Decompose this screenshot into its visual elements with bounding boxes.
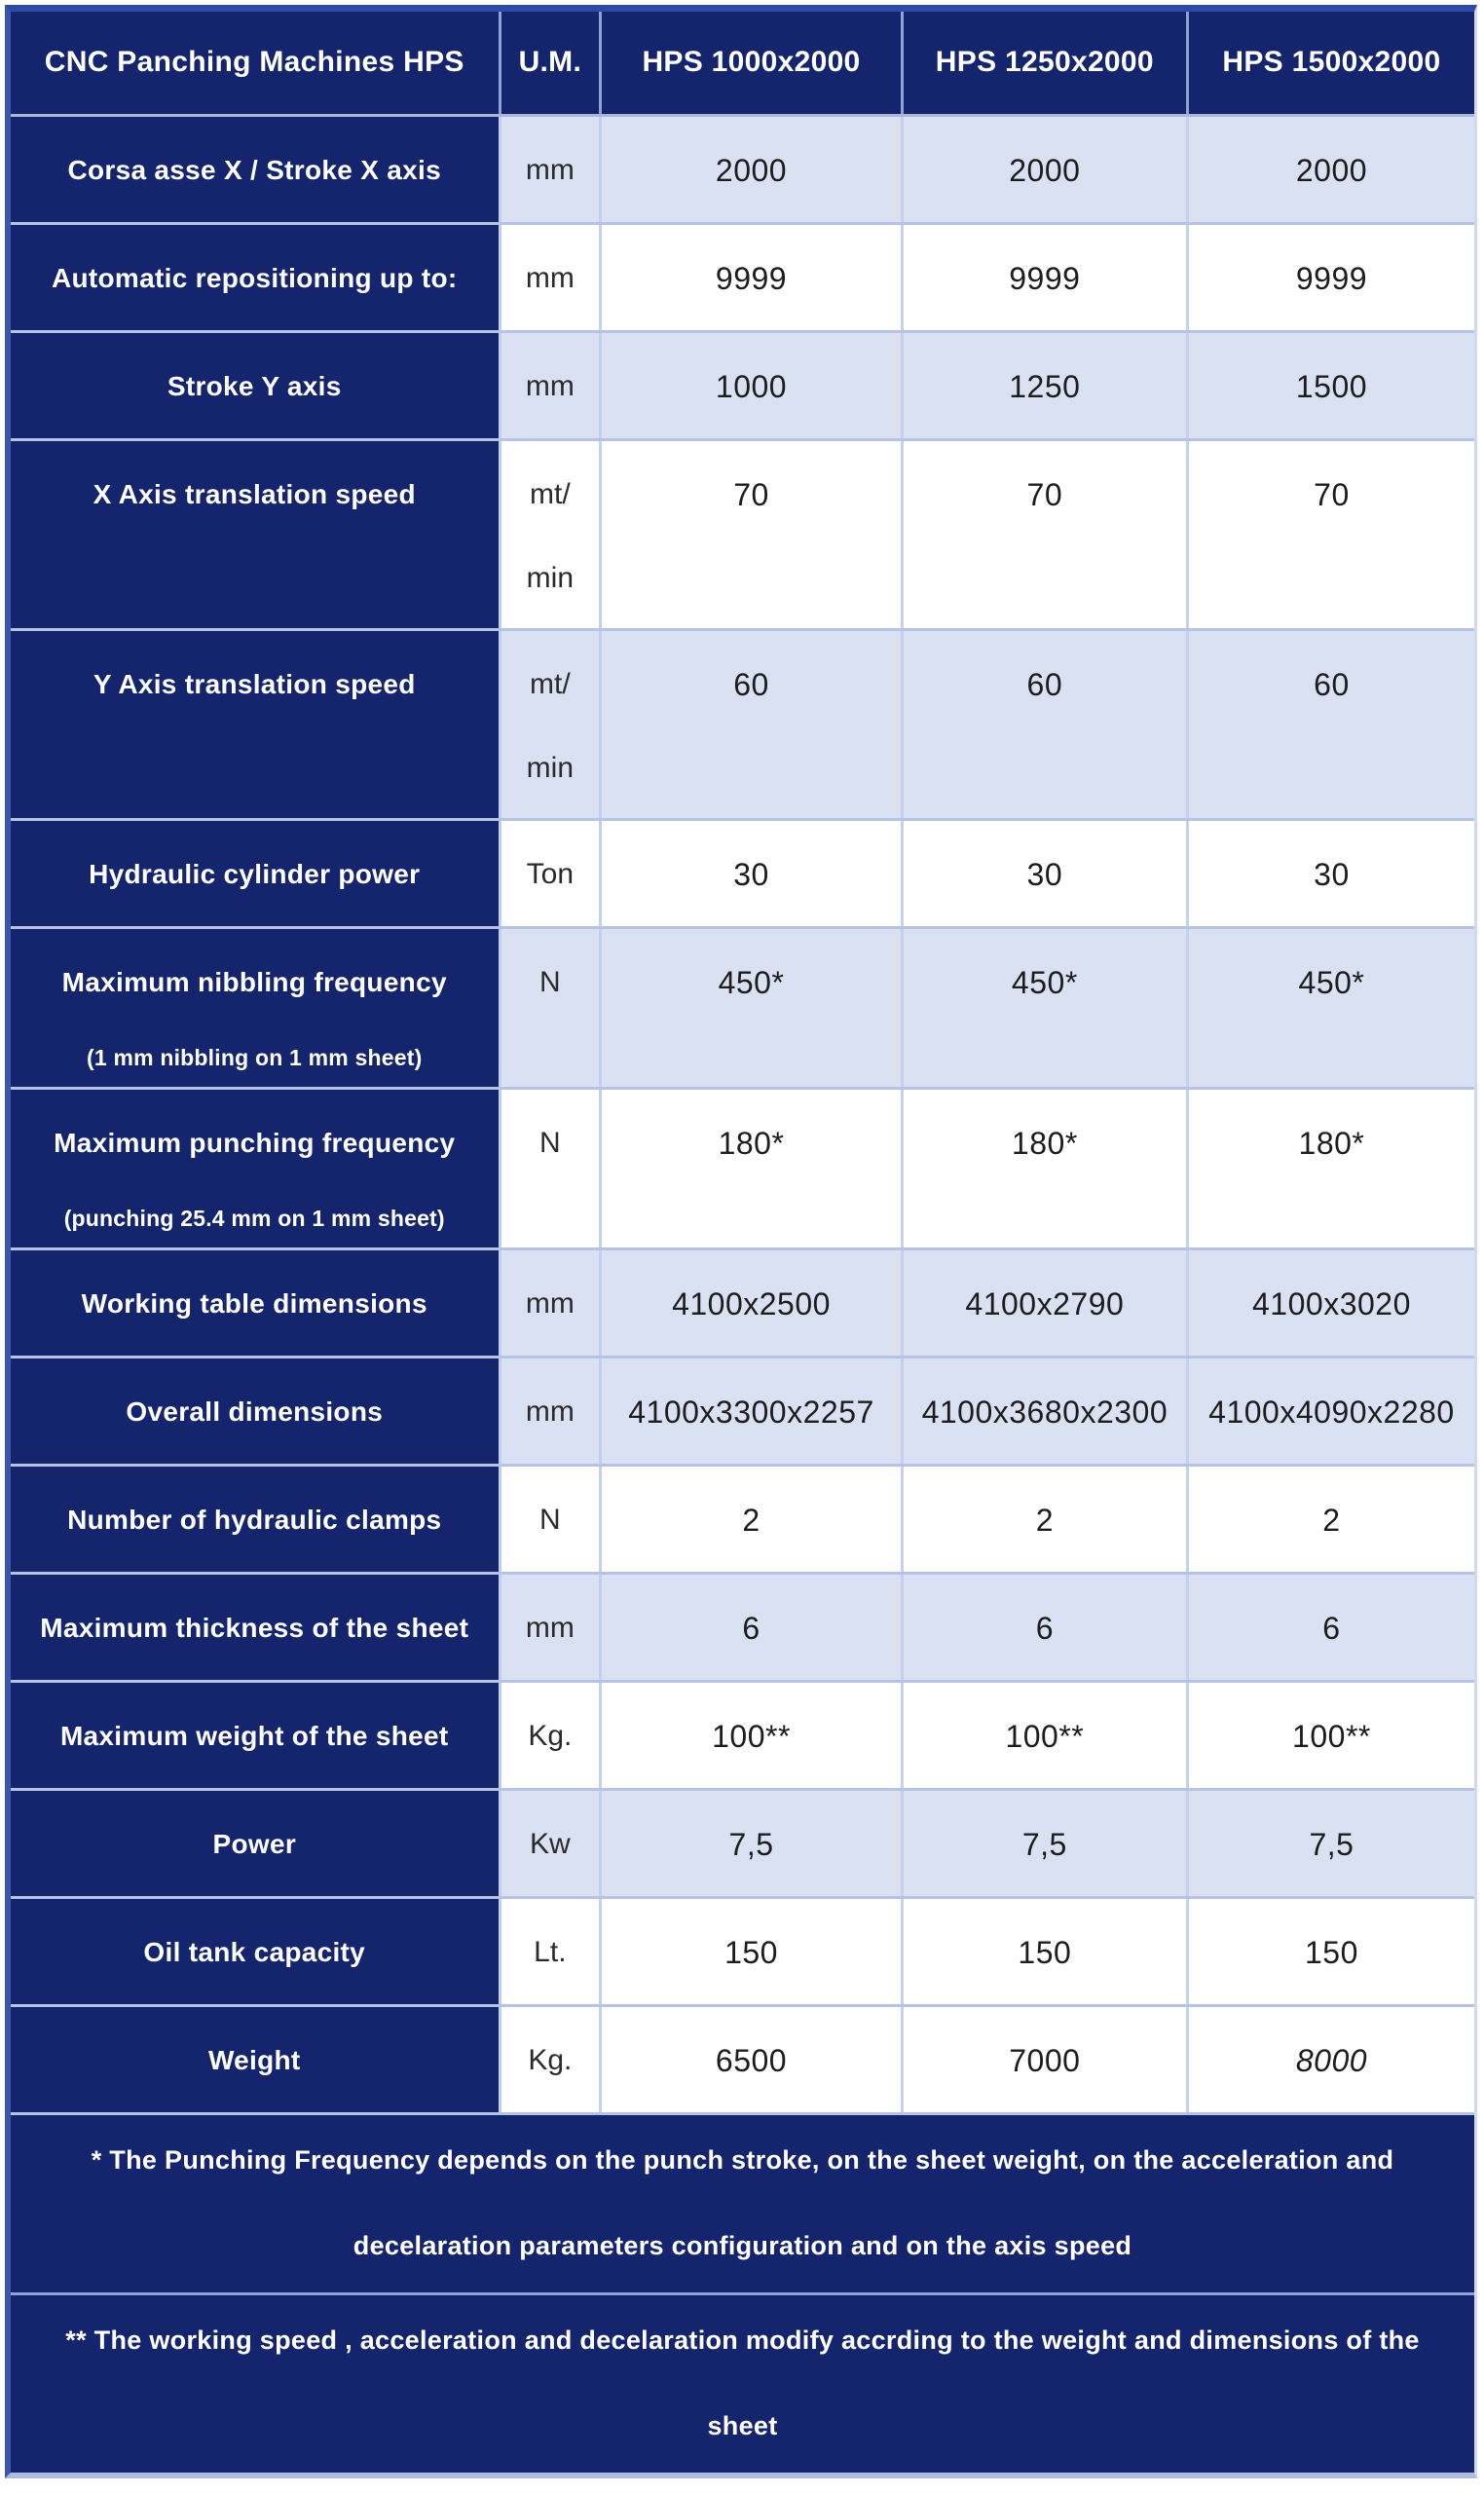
row-label [11, 331, 500, 439]
value-cell: 1500 [1187, 331, 1474, 439]
value-cell: 9999 [601, 223, 903, 331]
value-cell: 4100x3020 [1187, 1248, 1474, 1357]
value-cell: 2000 [902, 115, 1187, 223]
value-cell: 150 [1187, 1897, 1474, 2005]
row-label [11, 819, 500, 927]
um-cell: Kg. [500, 1681, 601, 1789]
row-label [11, 115, 500, 223]
table-row [11, 1465, 1474, 1573]
um-cell: mm [500, 331, 601, 439]
table-row [11, 1573, 1474, 1681]
value-cell: 4100x4090x2280 [1187, 1357, 1474, 1465]
row-sublabel-text: (1 mm nibbling on 1 mm sheet) [87, 1044, 423, 1070]
row-label-text: Maximum weight of the sheet [59, 1720, 449, 1751]
row-label [11, 2005, 500, 2113]
table-row [11, 1248, 1474, 1357]
spec-table-body [11, 115, 1474, 2113]
um-cell: N [500, 1465, 601, 1573]
um-cell: N [500, 927, 601, 1088]
um-cell: N [500, 1088, 601, 1248]
value-cell: 180* [1187, 1088, 1474, 1248]
um-cell: Lt. [500, 1897, 601, 2005]
table-row [11, 1789, 1474, 1897]
value-cell: 1250 [902, 331, 1187, 439]
um-cell: mm [500, 1248, 601, 1357]
row-label-text: Stroke Y axis [167, 370, 342, 401]
um-cell: Kg. [500, 2005, 601, 2113]
value-cell: 6 [1187, 1573, 1474, 1681]
table-row [11, 1357, 1474, 1465]
um-cell: Ton [500, 819, 601, 927]
spec-table [11, 12, 1474, 2115]
table-row [11, 331, 1474, 439]
value-cell: 30 [601, 819, 903, 927]
um-cell: mm [500, 1573, 601, 1681]
table-row [11, 115, 1474, 223]
value-cell: 100** [601, 1681, 903, 1789]
value-cell: 100** [902, 1681, 1187, 1789]
header-model-3: HPS 1500x2000 [1187, 12, 1474, 115]
row-label-text: Power [212, 1828, 297, 1859]
value-cell: 2 [1187, 1465, 1474, 1573]
value-cell: 7,5 [1187, 1789, 1474, 1897]
row-label-text: Oil tank capacity [143, 1936, 366, 1967]
value-cell: 70 [1187, 439, 1474, 629]
header-um-cell: U.M. [500, 12, 601, 115]
table-row [11, 1681, 1474, 1789]
spec-table-frame [5, 5, 1477, 2478]
row-label-text: Maximum punching frequency [54, 1127, 456, 1158]
spec-sheet [0, 5, 1484, 2478]
footnote-working-speed: ** The working speed , acceleration and decelaration modify accrding to the weight and dimensions of the sheet [11, 2295, 1474, 2473]
table-row [11, 1897, 1474, 2005]
row-label [11, 1465, 500, 1573]
row-label [11, 1088, 500, 1248]
header-row [11, 12, 1474, 115]
value-cell: 150 [902, 1897, 1187, 2005]
row-label [11, 1897, 500, 2005]
value-cell: 7,5 [601, 1789, 903, 1897]
table-row [11, 819, 1474, 927]
um-cell: mm [500, 223, 601, 331]
um-cell: mm [500, 1357, 601, 1465]
value-cell: 2000 [601, 115, 903, 223]
row-label-text: Working table dimensions [81, 1287, 427, 1319]
value-cell: 60 [601, 629, 903, 819]
value-cell: 7,5 [902, 1789, 1187, 1897]
value-cell: 60 [902, 629, 1187, 819]
value-cell: 450* [902, 927, 1187, 1088]
value-cell: 60 [1187, 629, 1474, 819]
table-row [11, 1088, 1474, 1248]
value-cell: 4100x3300x2257 [601, 1357, 903, 1465]
spec-table-head [11, 12, 1474, 115]
value-cell: 100** [1187, 1681, 1474, 1789]
value-cell: 180* [902, 1088, 1187, 1248]
row-label [11, 223, 500, 331]
value-cell: 7000 [902, 2005, 1187, 2113]
table-row [11, 2005, 1474, 2113]
row-sublabel-text: (punching 25.4 mm on 1 mm sheet) [63, 1205, 445, 1231]
table-row [11, 927, 1474, 1088]
value-cell: 450* [601, 927, 903, 1088]
row-label-text: Maximum nibbling frequency [61, 966, 447, 997]
row-label [11, 1248, 500, 1357]
value-cell: 9999 [1187, 223, 1474, 331]
row-label-text: Weight [207, 2044, 301, 2075]
value-cell: 30 [902, 819, 1187, 927]
value-cell: 2 [902, 1465, 1187, 1573]
value-cell: 70 [902, 439, 1187, 629]
value-cell: 6 [902, 1573, 1187, 1681]
value-cell: 2 [601, 1465, 903, 1573]
value-cell: 4100x2500 [601, 1248, 903, 1357]
row-label-text: Hydraulic cylinder power [89, 858, 421, 889]
table-row [11, 223, 1474, 331]
table-row [11, 439, 1474, 629]
row-label [11, 927, 500, 1088]
value-cell: 4100x3680x2300 [902, 1357, 1187, 1465]
value-cell: 180* [601, 1088, 903, 1248]
row-label [11, 1357, 500, 1465]
value-cell: 2000 [1187, 115, 1474, 223]
value-cell: 6500 [601, 2005, 903, 2113]
um-cell: Kw [500, 1789, 601, 1897]
um-cell: mt/ min [500, 629, 601, 819]
table-row [11, 629, 1474, 819]
row-label-text: Corsa asse X / Stroke X axis [67, 154, 441, 185]
row-label-text: Automatic repositioning up to: [51, 262, 458, 293]
value-cell: 4100x2790 [902, 1248, 1187, 1357]
value-cell: 6 [601, 1573, 903, 1681]
um-cell: mm [500, 115, 601, 223]
value-cell: 30 [1187, 819, 1474, 927]
row-label [11, 1789, 500, 1897]
value-cell: 8000 [1187, 2005, 1474, 2113]
value-cell: 150 [601, 1897, 903, 2005]
row-label [11, 1573, 500, 1681]
um-cell: mt/ min [500, 439, 601, 629]
value-cell: 70 [601, 439, 903, 629]
footnote-punching-frequency: * The Punching Frequency depends on the punch stroke, on the sheet weight, on the acceleration and decelaration parameters configuration and on the axis speed [11, 2115, 1474, 2292]
row-label [11, 1681, 500, 1789]
row-label [11, 629, 500, 819]
header-model-2: HPS 1250x2000 [902, 12, 1187, 115]
header-title-cell: CNC Panching Machines HPS [11, 12, 500, 115]
value-cell: 9999 [902, 223, 1187, 331]
row-label [11, 439, 500, 629]
row-label-text: Number of hydraulic clamps [67, 1504, 442, 1535]
header-model-1: HPS 1000x2000 [601, 12, 903, 115]
row-label-text: Y Axis translation speed [93, 668, 416, 699]
value-cell: 450* [1187, 927, 1474, 1088]
row-label-text: Overall dimensions [126, 1395, 384, 1427]
value-cell: 1000 [601, 331, 903, 439]
row-label-text: X Axis translation speed [93, 478, 416, 509]
row-label-text: Maximum thickness of the sheet [40, 1612, 469, 1643]
